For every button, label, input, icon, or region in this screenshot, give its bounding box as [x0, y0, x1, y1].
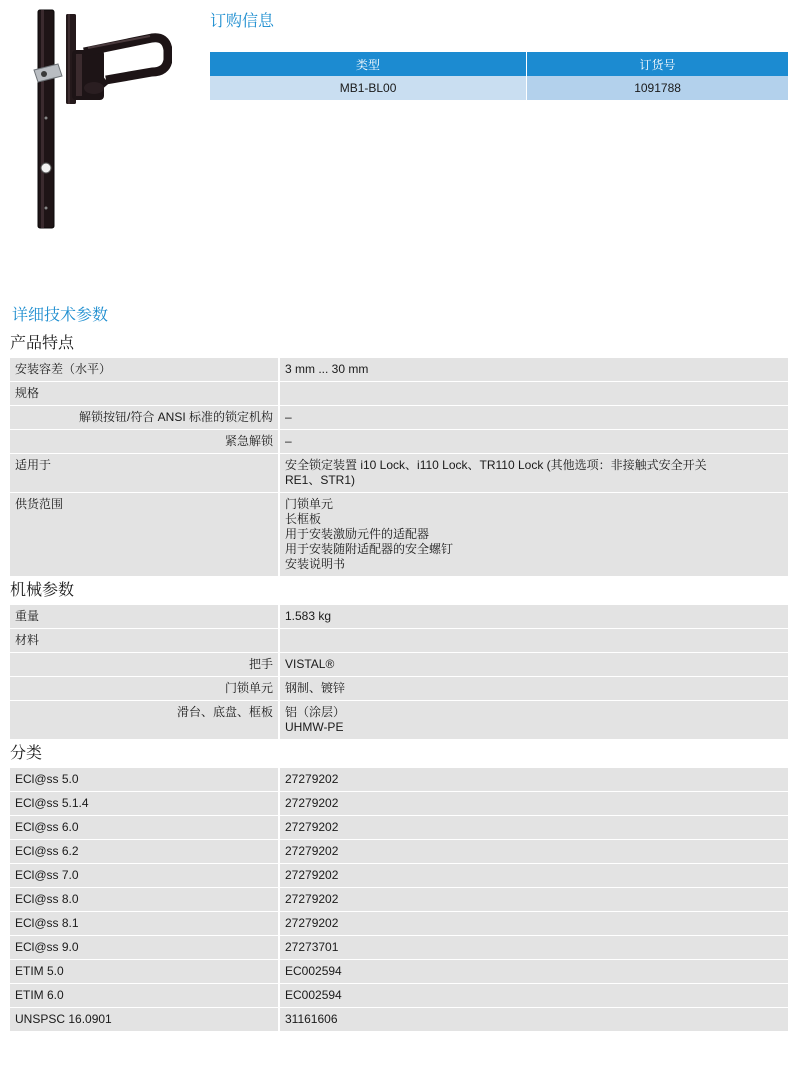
spec-row	[10, 430, 788, 453]
class-value: 27279202	[280, 768, 788, 791]
class-row	[10, 888, 788, 911]
product-image	[22, 8, 172, 230]
spec-row	[10, 358, 788, 381]
spec-value	[280, 454, 788, 492]
spec-row	[10, 629, 788, 652]
class-row	[10, 816, 788, 839]
class-row	[10, 912, 788, 935]
class-label: ETIM 5.0	[10, 960, 278, 983]
spec-value-line: 门锁单元	[285, 497, 334, 511]
order-type-cell: MB1-BL00	[210, 76, 527, 100]
spec-label: 门锁单元	[10, 677, 278, 700]
spec-row	[10, 493, 788, 576]
order-number-cell: 1091788	[527, 76, 788, 100]
specs-heading: 详细技术参数	[12, 307, 109, 324]
class-row	[10, 1008, 788, 1031]
spec-value-line: 安全锁定装置 i10 Lock、i110 Lock、TR110 Lock (其他选项：非接触式安全开关	[285, 458, 707, 472]
spec-value-line: 长框板	[285, 512, 322, 526]
spec-value-line: 安装说明书	[285, 557, 346, 571]
section-title-mechanical: 机械参数	[10, 582, 75, 599]
spec-value: –	[280, 430, 788, 453]
spec-label: 解锁按钮/符合 ANSI 标准的锁定机构	[10, 406, 278, 429]
spec-label: 规格	[10, 382, 278, 405]
spec-value: 钢制、镀锌	[280, 677, 788, 700]
class-label: ETIM 6.0	[10, 984, 278, 1007]
class-value: 27279202	[280, 888, 788, 911]
class-row	[10, 768, 788, 791]
spec-row	[10, 677, 788, 700]
class-label: ECl@ss 7.0	[10, 864, 278, 887]
section-title-classification: 分类	[10, 745, 43, 762]
spec-value-line: 铝（涂层）	[285, 705, 346, 719]
spec-row	[10, 701, 788, 739]
class-value: 27279202	[280, 864, 788, 887]
spec-label: 紧急解锁	[10, 430, 278, 453]
order-column-type: 类型	[210, 52, 527, 76]
class-label: ECl@ss 5.0	[10, 768, 278, 791]
spec-value-line: 用于安装随附适配器的安全螺钉	[285, 542, 454, 556]
class-row	[10, 840, 788, 863]
class-value: 27279202	[280, 816, 788, 839]
class-value: 27279202	[280, 840, 788, 863]
class-label: ECl@ss 8.1	[10, 912, 278, 935]
section-title-product-features: 产品特点	[10, 335, 75, 352]
spec-row	[10, 406, 788, 429]
class-label: ECl@ss 6.0	[10, 816, 278, 839]
order-row	[210, 76, 788, 100]
class-row	[10, 984, 788, 1007]
class-label: ECl@ss 9.0	[10, 936, 278, 959]
class-value: 27279202	[280, 792, 788, 815]
spec-label: 把手	[10, 653, 278, 676]
spec-value	[280, 493, 788, 576]
spec-label: 材料	[10, 629, 278, 652]
spec-value: –	[280, 406, 788, 429]
spec-label: 重量	[10, 605, 278, 628]
spec-row	[10, 653, 788, 676]
spec-value	[280, 382, 788, 405]
spec-label: 适用于	[10, 454, 278, 492]
class-row	[10, 792, 788, 815]
class-label: ECl@ss 5.1.4	[10, 792, 278, 815]
spec-value-line: 用于安装激励元件的适配器	[285, 527, 430, 541]
spec-label: 供货范围	[10, 493, 278, 576]
order-column-part-number: 订货号	[527, 52, 788, 76]
spec-value: 3 mm ... 30 mm	[280, 358, 788, 381]
spec-value: 1.583 kg	[280, 605, 788, 628]
class-row	[10, 864, 788, 887]
spec-value	[280, 701, 788, 739]
class-value: EC002594	[280, 960, 788, 983]
order-info-title: 订购信息	[210, 13, 275, 30]
class-label: ECl@ss 8.0	[10, 888, 278, 911]
class-label: UNSPSC 16.0901	[10, 1008, 278, 1031]
spec-row	[10, 454, 788, 492]
spec-value-line: RE1、STR1)	[285, 473, 356, 487]
spec-label: 安装容差（水平）	[10, 358, 278, 381]
spec-value-line: UHMW-PE	[285, 720, 344, 734]
class-label: ECl@ss 6.2	[10, 840, 278, 863]
class-value: EC002594	[280, 984, 788, 1007]
specs-container	[10, 330, 788, 1032]
spec-value	[280, 629, 788, 652]
class-value: 27279202	[280, 912, 788, 935]
class-row	[10, 936, 788, 959]
spec-value: VISTAL®	[280, 653, 788, 676]
spec-row	[10, 382, 788, 405]
spec-label: 滑台、底盘、框板	[10, 701, 278, 739]
order-table	[210, 52, 788, 100]
class-value: 27273701	[280, 936, 788, 959]
class-row	[10, 960, 788, 983]
class-value: 31161606	[280, 1008, 788, 1031]
spec-row	[10, 605, 788, 628]
